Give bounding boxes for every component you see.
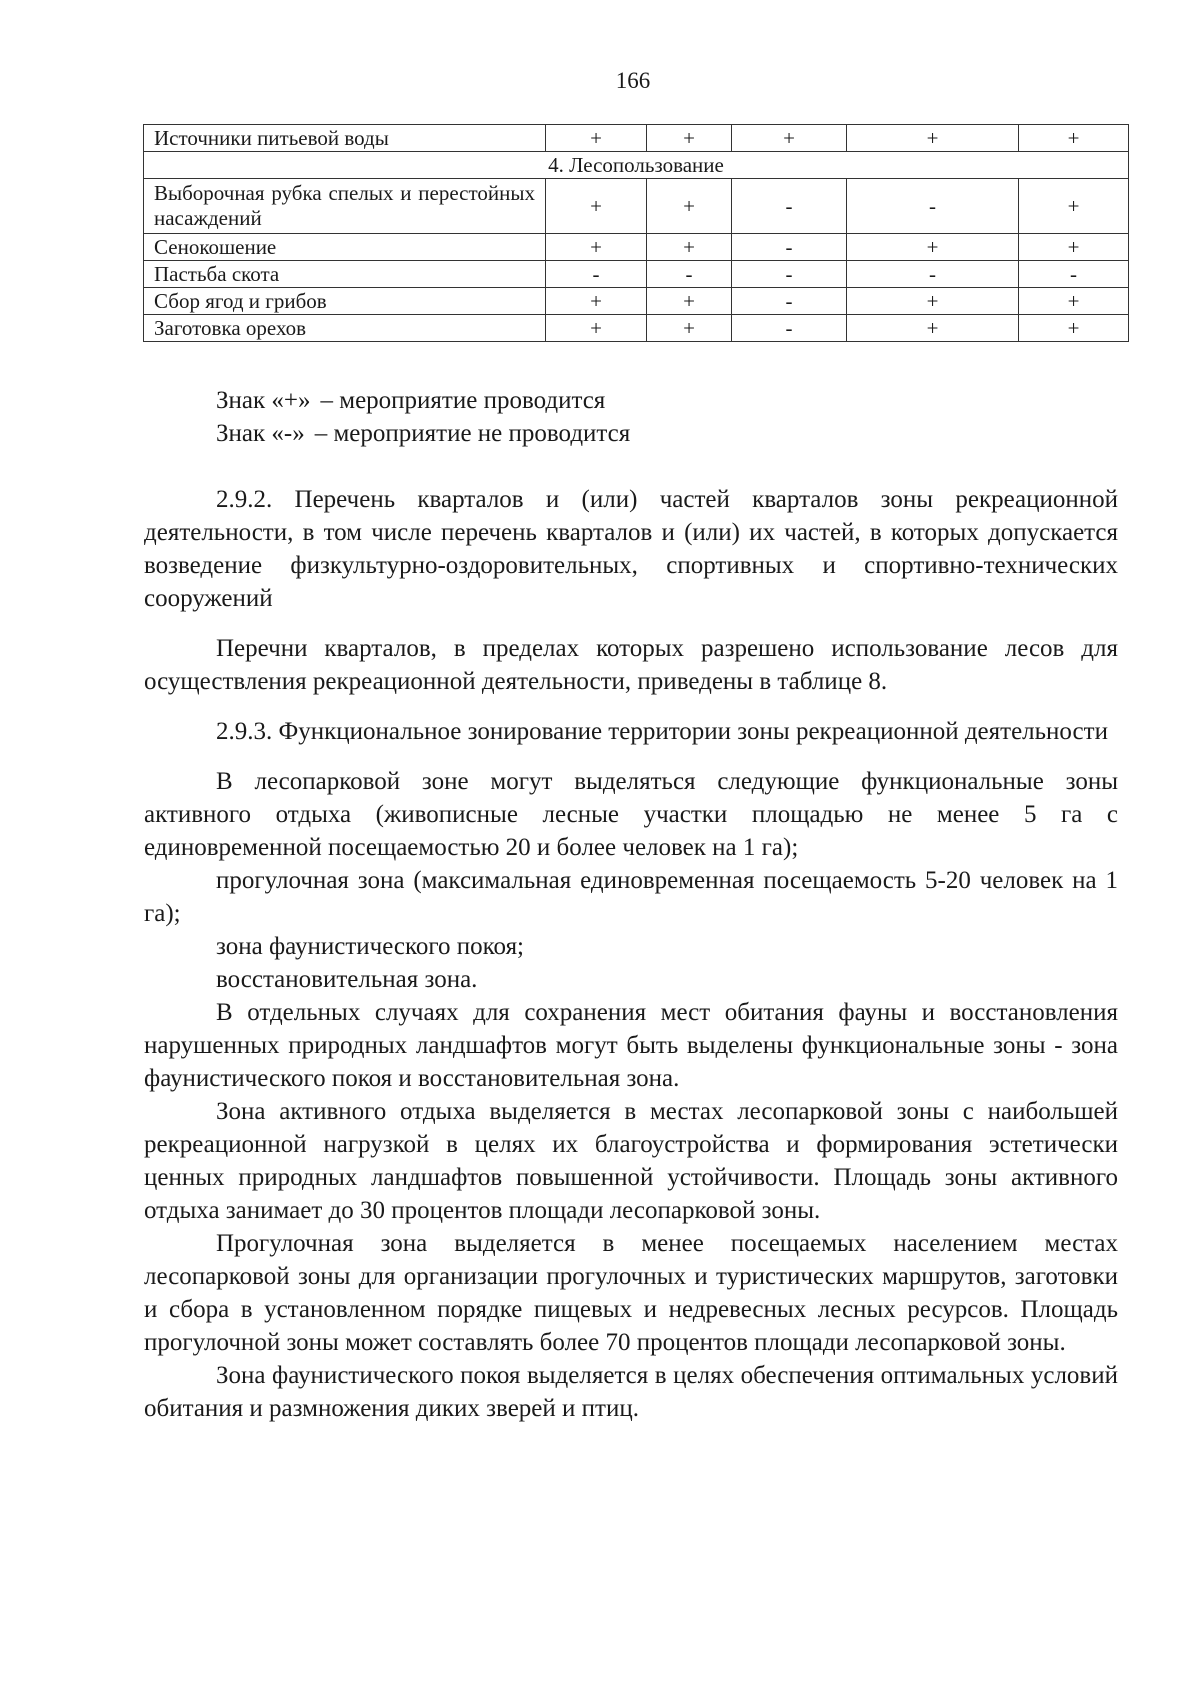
cell-mark: -	[732, 315, 847, 342]
paragraph: прогулочная зона (максимальная единовременная посещаемость 5-20 человек на 1 га);	[144, 867, 1118, 927]
row-label: Источники питьевой воды	[144, 125, 546, 152]
cell-mark: +	[847, 315, 1019, 342]
cell-mark: +	[847, 125, 1019, 152]
cell-mark: -	[847, 261, 1019, 288]
paragraph: В отдельных случаях для сохранения мест обитания фауны и восстановления нарушенных природных ландшафтов могут быть выделены функциональные зоны - зона фаунистического покоя и восстановительная зона.	[144, 999, 1118, 1092]
paragraph: В лесопарковой зоне могут выделяться следующие функциональные зоны активного отдыха (живописные лесные участки площадью не менее 5 га с единовременной посещаемостью 20 и более человек на 1 га);	[144, 768, 1118, 861]
cell-mark: +	[647, 315, 732, 342]
cell-mark: +	[647, 179, 732, 234]
legend	[144, 384, 1118, 450]
row-label	[144, 179, 546, 234]
cell-mark: +	[546, 179, 647, 234]
cell-mark: -	[732, 234, 847, 261]
cell-mark: -	[546, 261, 647, 288]
table-row	[144, 234, 1129, 261]
section-heading-2-9-2: 2.9.2. Перечень кварталов и (или) частей кварталов зоны рекреационной деятельности, в том числе перечень кварталов и (или) их частей, в которых допускается возведение физкультурно-оздоровительных, спортивных и спортивно-технических сооружений	[144, 486, 1118, 612]
body-text	[144, 483, 1118, 1425]
page-number: 166	[615, 68, 651, 93]
cell-mark: +	[546, 315, 647, 342]
legend-sign: Знак «+»	[216, 387, 311, 414]
table-row	[144, 125, 1129, 152]
cell-mark: -	[732, 261, 847, 288]
cell-mark: +	[647, 125, 732, 152]
legend-meaning: – мероприятие проводится	[320, 387, 606, 414]
legend-item	[144, 384, 1118, 417]
paragraph: зона фаунистического покоя;	[216, 933, 525, 960]
cell-mark: -	[647, 261, 732, 288]
paragraph: Перечни кварталов, в пределах которых разрешено использование лесов для осуществления рекреационной деятельности, приведены в таблице 8.	[144, 635, 1118, 695]
measures-table	[143, 124, 1129, 342]
row-label: Пастьба скота	[144, 261, 546, 288]
cell-mark: -	[847, 179, 1019, 234]
paragraph: Зона фаунистического покоя выделяется в целях обеспечения оптимальных условий обитания и размножения диких зверей и птиц.	[144, 1362, 1118, 1422]
cell-mark: -	[732, 288, 847, 315]
legend-item	[144, 417, 1118, 450]
row-label: Сенокошение	[144, 234, 546, 261]
cell-mark: +	[847, 288, 1019, 315]
legend-sign: Знак «-»	[216, 420, 305, 447]
cell-mark: -	[1019, 261, 1129, 288]
row-label-text: Выборочная рубка спелых и перестойных насаждений	[154, 181, 535, 230]
cell-mark: +	[546, 125, 647, 152]
cell-mark: +	[1019, 234, 1129, 261]
cell-mark: -	[732, 179, 847, 234]
paragraph: Зона активного отдыха выделяется в местах лесопарковой зоны с наибольшей рекреационной нагрузкой в целях их благоустройства и формирования эстетически ценных природных ландшафтов повышенной устойчивости. Площадь зоны активного отдыха занимает до 30 процентов площади лесопарковой зоны.	[144, 1098, 1118, 1224]
cell-mark: +	[546, 234, 647, 261]
table-section-row	[144, 152, 1129, 179]
legend-meaning: – мероприятие не проводится	[314, 420, 631, 447]
cell-mark: +	[647, 288, 732, 315]
row-label: Сбор ягод и грибов	[144, 288, 546, 315]
cell-mark: +	[1019, 125, 1129, 152]
table-row	[144, 261, 1129, 288]
cell-mark: +	[847, 234, 1019, 261]
cell-mark: +	[1019, 288, 1129, 315]
cell-mark: +	[1019, 179, 1129, 234]
cell-mark: +	[732, 125, 847, 152]
cell-mark: +	[1019, 315, 1129, 342]
cell-mark: +	[546, 288, 647, 315]
paragraph: Прогулочная зона выделяется в менее посещаемых населением местах лесопарковой зоны для организации прогулочных и туристических маршрутов, заготовки и сбора в установленном порядке пищевых и недревесных лесных ресурсов. Площадь прогулочной зоны может составлять более 70 процентов площади лесопарковой зоны.	[144, 1230, 1118, 1356]
section-heading-2-9-3: 2.9.3. Функциональное зонирование территории зоны рекреационной деятельности	[216, 718, 1108, 745]
row-label: Заготовка орехов	[144, 315, 546, 342]
section-title: 4. Лесопользование	[144, 152, 1129, 179]
paragraph: восстановительная зона.	[216, 966, 478, 993]
cell-mark: +	[647, 234, 732, 261]
table-row	[144, 179, 1129, 234]
table-row	[144, 315, 1129, 342]
table-row	[144, 288, 1129, 315]
